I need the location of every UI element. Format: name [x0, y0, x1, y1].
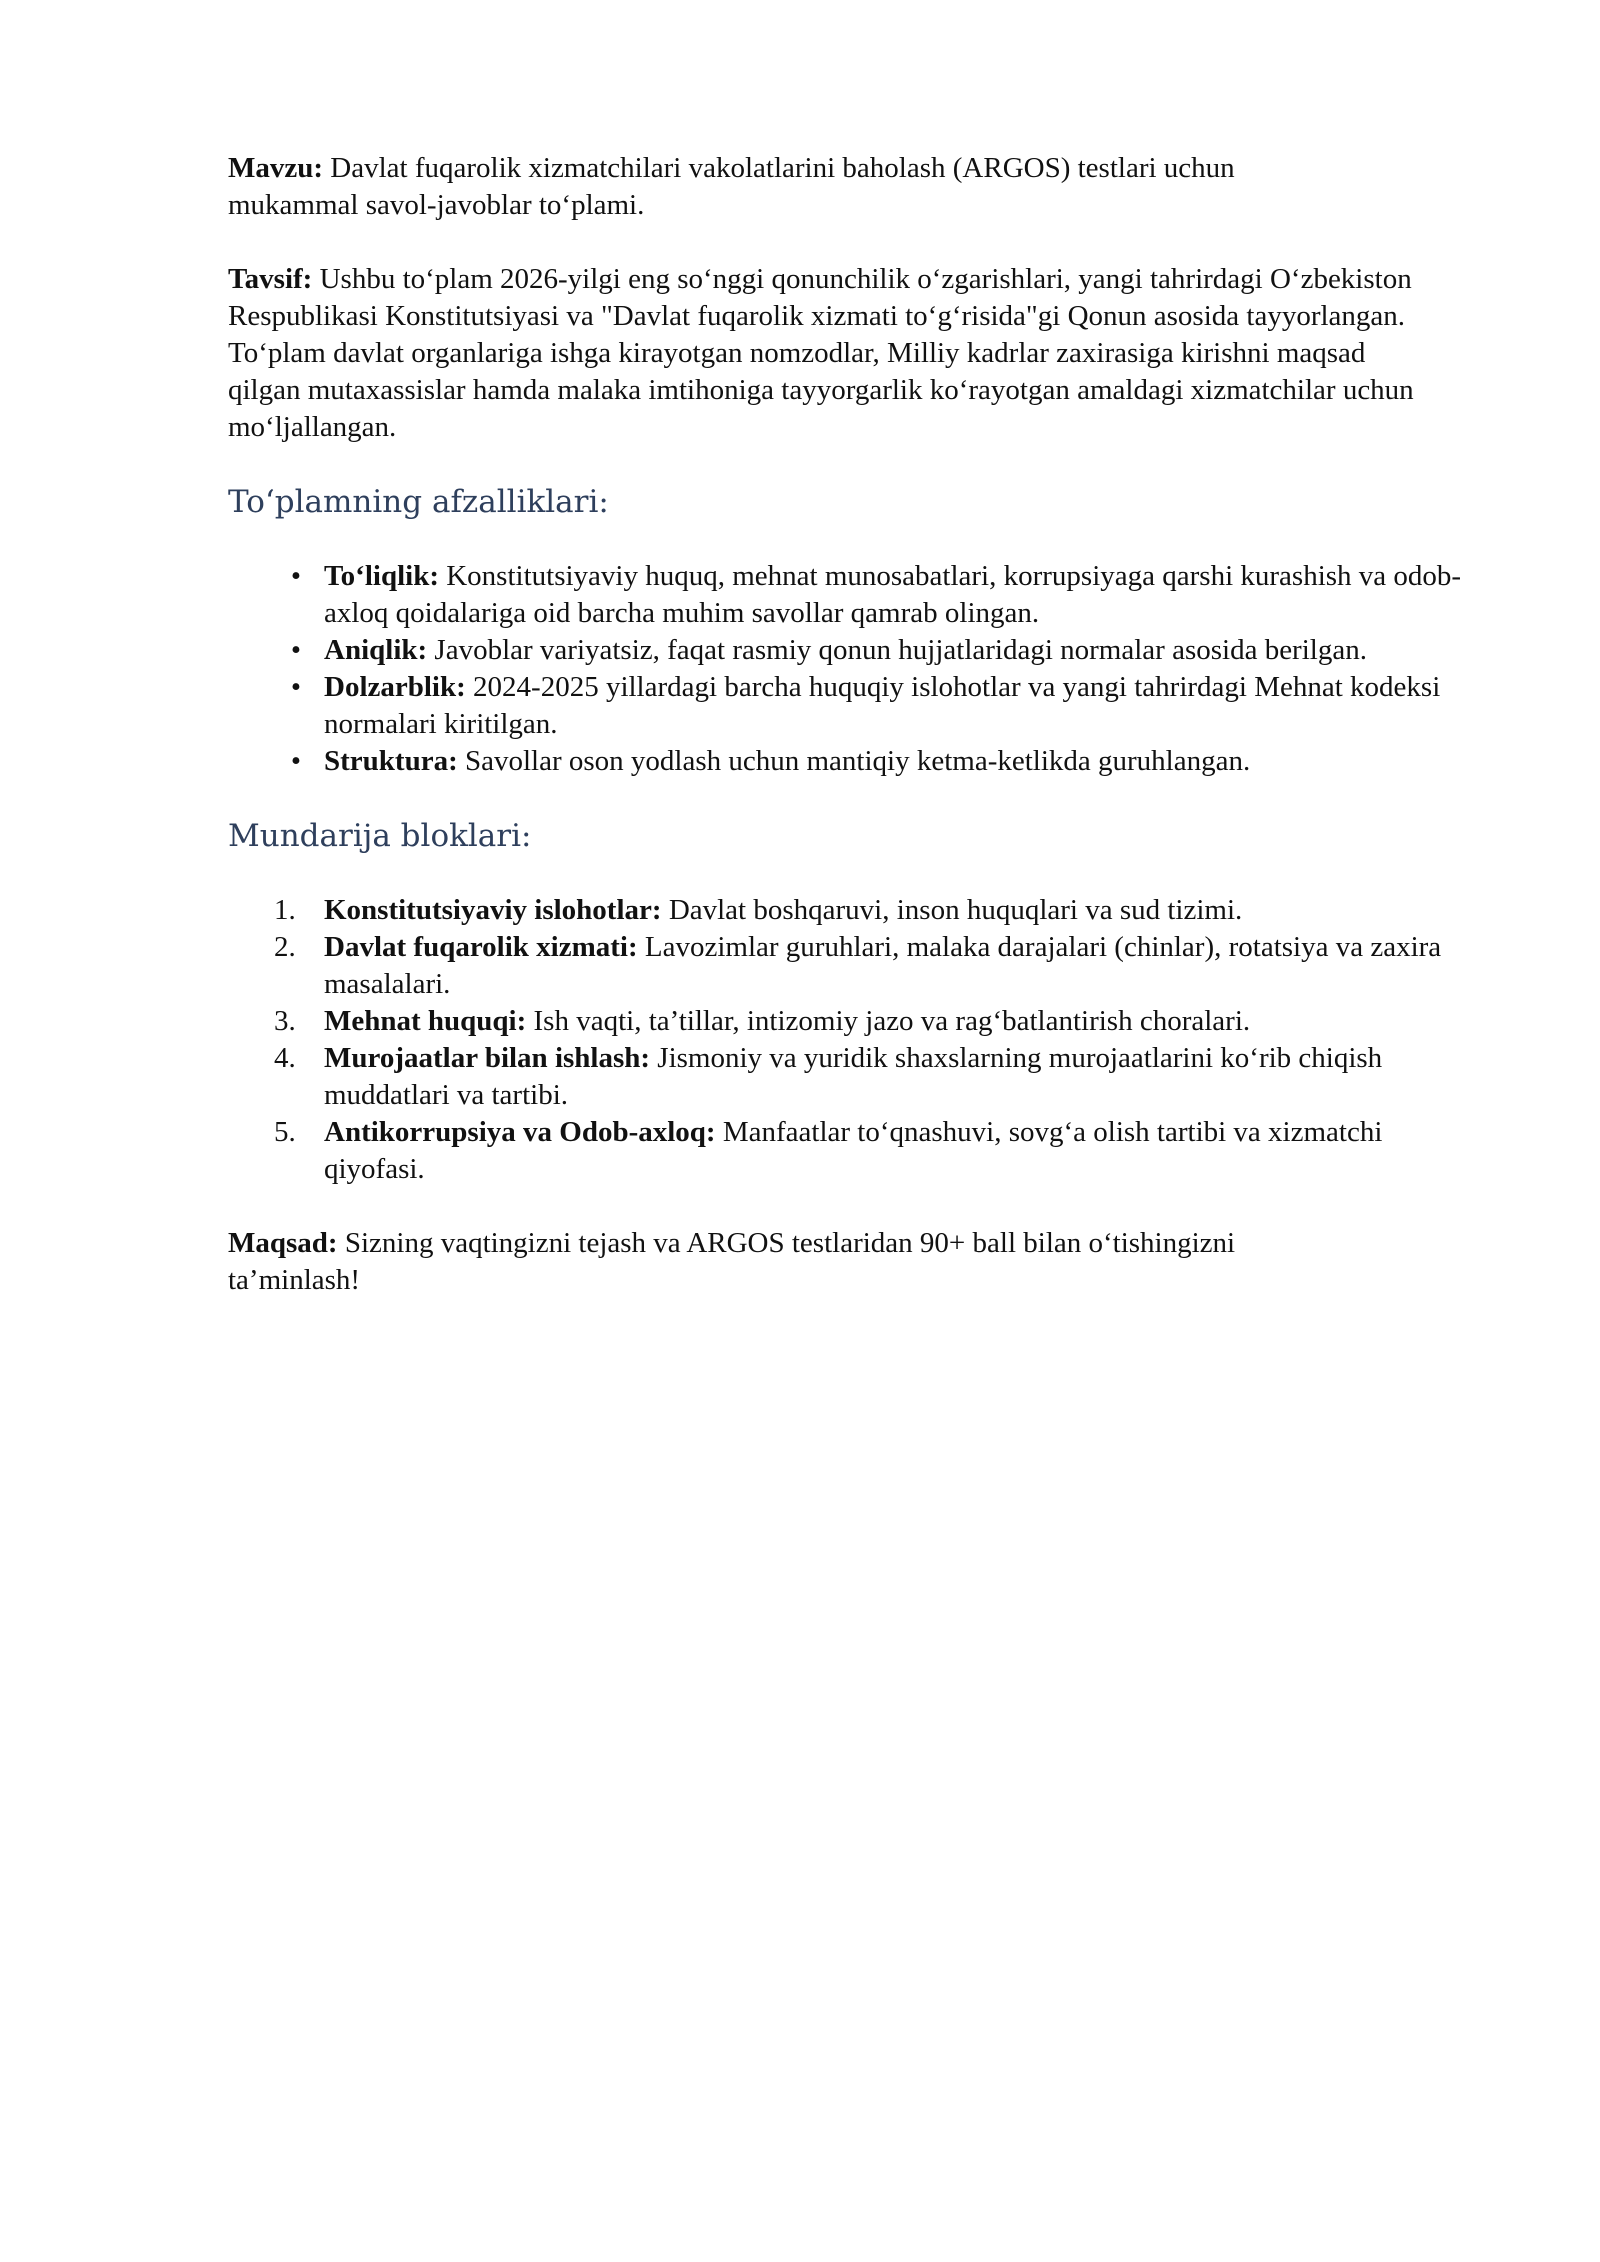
item-label: Antikorrupsiya va Odob-axloq: [324, 1116, 716, 1148]
list-item [228, 558, 1488, 632]
item-label: To‘liqlik: [324, 560, 439, 592]
item-text: Konstitutsiyaviy huquq, mehnat munosabatlari, korrupsiyaga qarshi kurashish va odob-axloq qoidalariga oid barcha muhim savollar qamrab olingan. [324, 560, 1462, 629]
item-text: Javoblar variyatsiz, faqat rasmiy qonun hujjatlaridagi normalar asosida berilgan. [427, 634, 1367, 666]
afzalliklar-list [228, 558, 1488, 780]
bullet-icon: • [290, 560, 302, 592]
tavsif-text: Ushbu to‘plam 2026-yilgi eng so‘nggi qonunchilik o‘zgarishlari, yangi tahrirdagi O‘zbekiston Respublikasi Konstitutsiyasi va "Davlat fuqarolik xizmati to‘g‘risida"gi Qonun asosida tayyorlangan. To‘plam davlat organlariga ishga kirayotgan nomzodlar, Milliy kadrlar zaxirasiga kirishni maqsad qilgan mutaxassislar hamda malaka imtihoniga tayyorgarlik ko‘rayotgan amaldagi xizmatchilar uchun mo‘ljallangan. [228, 263, 1414, 443]
bullet-icon: • [290, 671, 302, 703]
list-item [228, 1040, 1488, 1114]
item-number: 2. [274, 931, 296, 963]
bullet-icon: • [290, 634, 302, 666]
bullet-icon: • [290, 745, 302, 777]
mavzu-paragraph [228, 150, 1368, 224]
item-number: 4. [274, 1042, 296, 1074]
item-label: Struktura: [324, 745, 458, 777]
list-item [228, 1114, 1488, 1188]
document-page [228, 150, 1488, 1299]
item-label: Murojaatlar bilan ishlash: [324, 1042, 651, 1074]
item-text: Jismoniy va yuridik shaxslarning murojaatlarini ko‘rib chiqish muddatlari va tartibi. [324, 1042, 1383, 1111]
item-number: 3. [274, 1005, 296, 1037]
afzalliklar-heading: To‘plamning afzalliklari: [228, 484, 609, 520]
item-text: Manfaatlar to‘qnashuvi, sovg‘a olish tartibi va xizmatchi qiyofasi. [324, 1116, 1383, 1185]
item-text: Lavozimlar guruhlari, malaka darajalari (chinlar), rotatsiya va zaxira masalalari. [324, 931, 1442, 1000]
list-item [228, 892, 1488, 929]
maqsad-text: Sizning vaqtingizni tejash va ARGOS testlaridan 90+ ball bilan o‘tishingizni ta’minlash! [228, 1227, 1236, 1296]
item-label: Mehnat huquqi: [324, 1005, 527, 1037]
list-item [228, 632, 1488, 669]
item-label: Konstitutsiyaviy islohotlar: [324, 894, 662, 926]
item-label: Dolzarblik: [324, 671, 466, 703]
tavsif-label: Tavsif: [228, 263, 313, 295]
item-label: Aniqlik: [324, 634, 428, 666]
item-text: Ish vaqti, ta’tillar, intizomiy jazo va rag‘batlantirish choralari. [526, 1005, 1251, 1037]
maqsad-label: Maqsad: [228, 1227, 338, 1259]
list-item [228, 743, 1488, 780]
mundarija-list [228, 892, 1488, 1188]
maqsad-paragraph [228, 1225, 1368, 1299]
item-text: 2024-2025 yillardagi barcha huquqiy islohotlar va yangi tahrirdagi Mehnat kodeksi normalari kiritilgan. [324, 671, 1441, 740]
tavsif-paragraph [228, 261, 1428, 446]
item-text: Savollar oson yodlash uchun mantiqiy ketma-ketlikda guruhlangan. [457, 745, 1251, 777]
list-item [228, 929, 1488, 1003]
list-item [228, 1003, 1488, 1040]
item-text: Davlat boshqaruvi, inson huquqlari va sud tizimi. [661, 894, 1243, 926]
item-number: 1. [274, 894, 296, 926]
item-number: 5. [274, 1116, 296, 1148]
list-item [228, 669, 1488, 743]
mavzu-label: Mavzu: [228, 152, 324, 184]
mavzu-text: Davlat fuqarolik xizmatchilari vakolatlarini baholash (ARGOS) testlari uchun mukammal savol-javoblar to‘plami. [228, 152, 1235, 221]
mundarija-heading: Mundarija bloklari: [228, 818, 532, 854]
item-label: Davlat fuqarolik xizmati: [324, 931, 638, 963]
